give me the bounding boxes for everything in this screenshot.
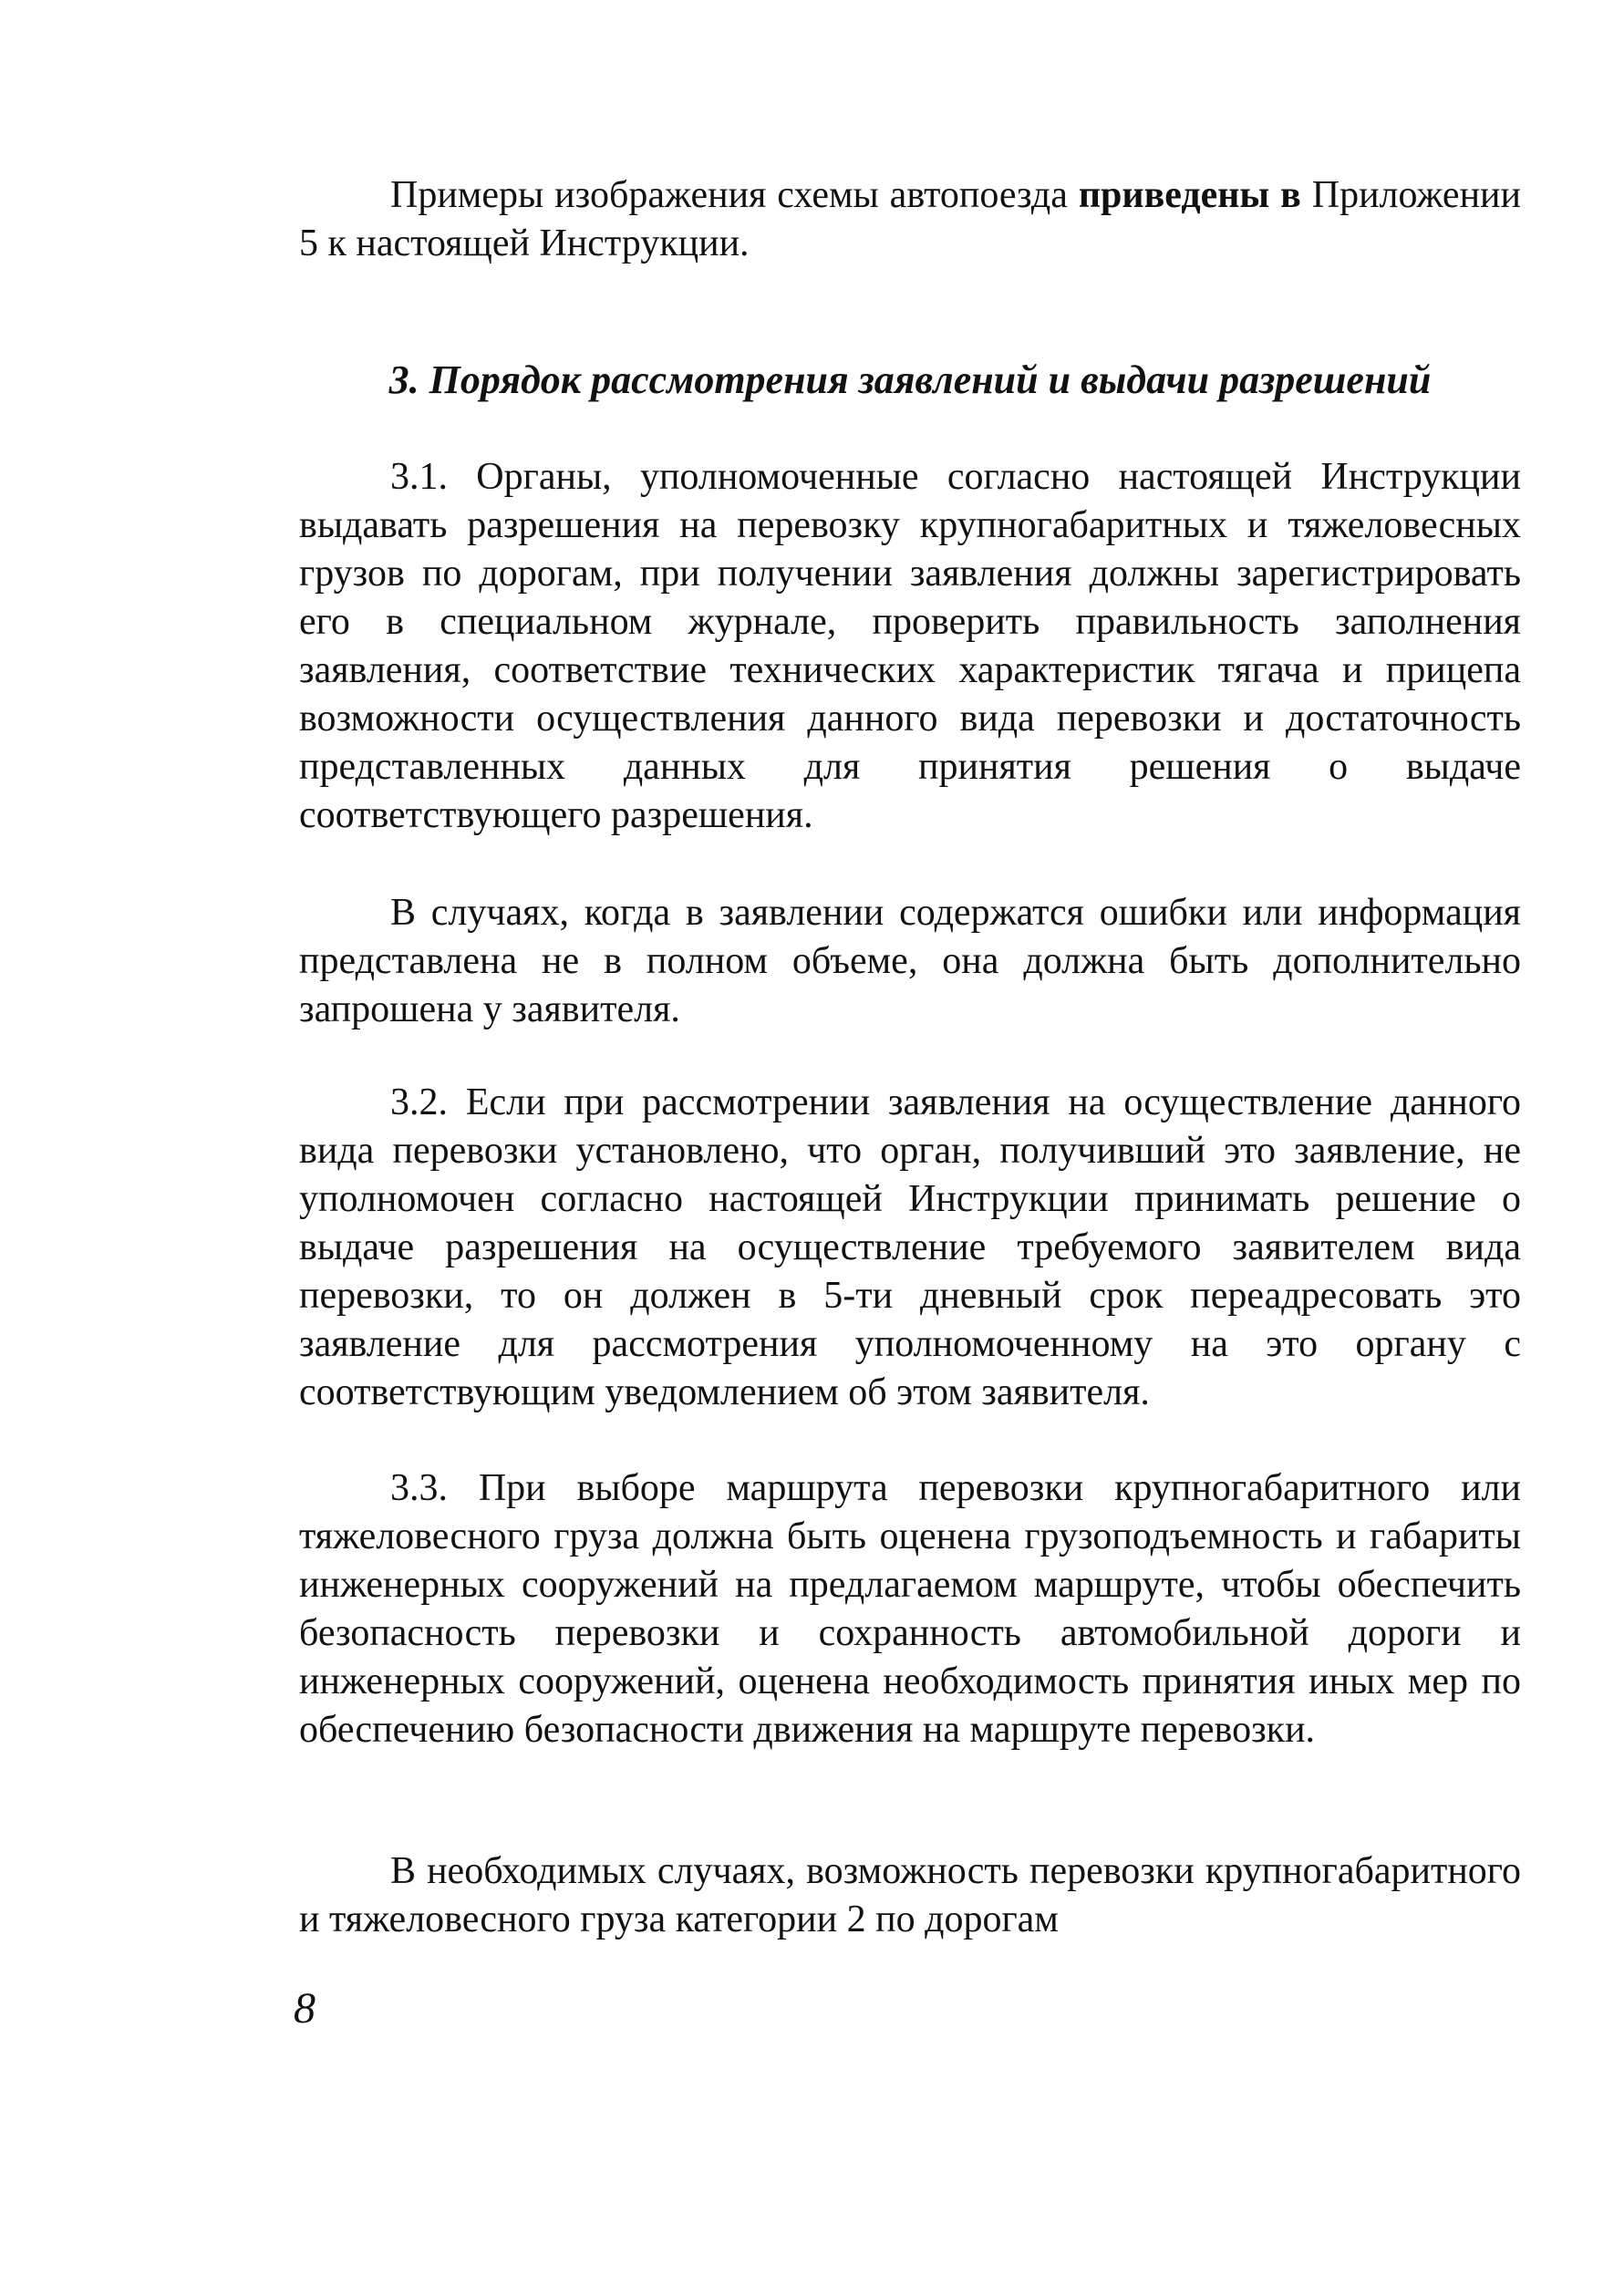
paragraph-3-2	[299, 1079, 1521, 1417]
paragraph-examples-text-end: Приложении 5 к настоящей Инструкции.	[299, 174, 1521, 264]
paragraph-3-3	[299, 1464, 1521, 1754]
paragraph-3-1	[299, 453, 1521, 840]
paragraph-examples-bold-text: приведены в	[1078, 174, 1301, 216]
paragraph-necessary-cases-text: В необходимых случаях, возможность перевозки крупногабаритного и тяжеловесного груза категории 2 по дорогам	[299, 1850, 1521, 1940]
page-number: 8	[294, 1984, 315, 2033]
paragraph-3-1-text: 3.1. Органы, уполномоченные согласно настоящей Инструкции выдавать разрешения на перевозку крупногабаритных и тяжеловесных грузов по дорогам, при получении заявления должны зарегистрировать его в специальном журнале, проверить правильность заполнения заявления, соответствие технических характеристик тягача и прицепа возможности осуществления данного вида перевозки и достаточность представленных данных для принятия решения о выдаче соответствующего разрешения.	[299, 456, 1521, 836]
paragraph-3-1-continuation-text: В случаях, когда в заявлении содержатся ошибки или информация представлена не в полном объеме, она должна быть дополнительно запрошена у заявителя.	[299, 892, 1521, 1030]
paragraph-examples-text-start: Примеры изображения схемы автопоезда	[390, 174, 1079, 216]
section-heading: 3. Порядок рассмотрения заявлений и выдачи разрешений	[388, 357, 1432, 402]
paragraph-necessary-cases	[299, 1847, 1521, 1944]
paragraph-3-2-text: 3.2. Если при рассмотрении заявления на осуществление данного вида перевозки установлено, что орган, получивший это заявление, не уполномочен согласно настоящей Инструкции принимать решение о выдаче разрешения на осуществление требуемого заявителем вида перевозки, то он должен в 5-ти дневный срок переадресовать это заявление для рассмотрения уполномоченному на это органу с соответствующим уведомлением об этом заявителя.	[299, 1081, 1521, 1413]
paragraph-examples	[299, 171, 1521, 268]
paragraph-3-1-continuation	[299, 889, 1521, 1034]
paragraph-3-3-text: 3.3. При выборе маршрута перевозки крупногабаритного или тяжеловесного груза должна быть оценена грузоподъемность и габариты инженерных сооружений на предлагаемом маршруте, чтобы обеспечить безопасность перевозки и сохранность автомобильной дороги и инженерных сооружений, оценена необходимость принятия иных мер по обеспечению безопасности движения на маршруте перевозки.	[299, 1467, 1521, 1751]
